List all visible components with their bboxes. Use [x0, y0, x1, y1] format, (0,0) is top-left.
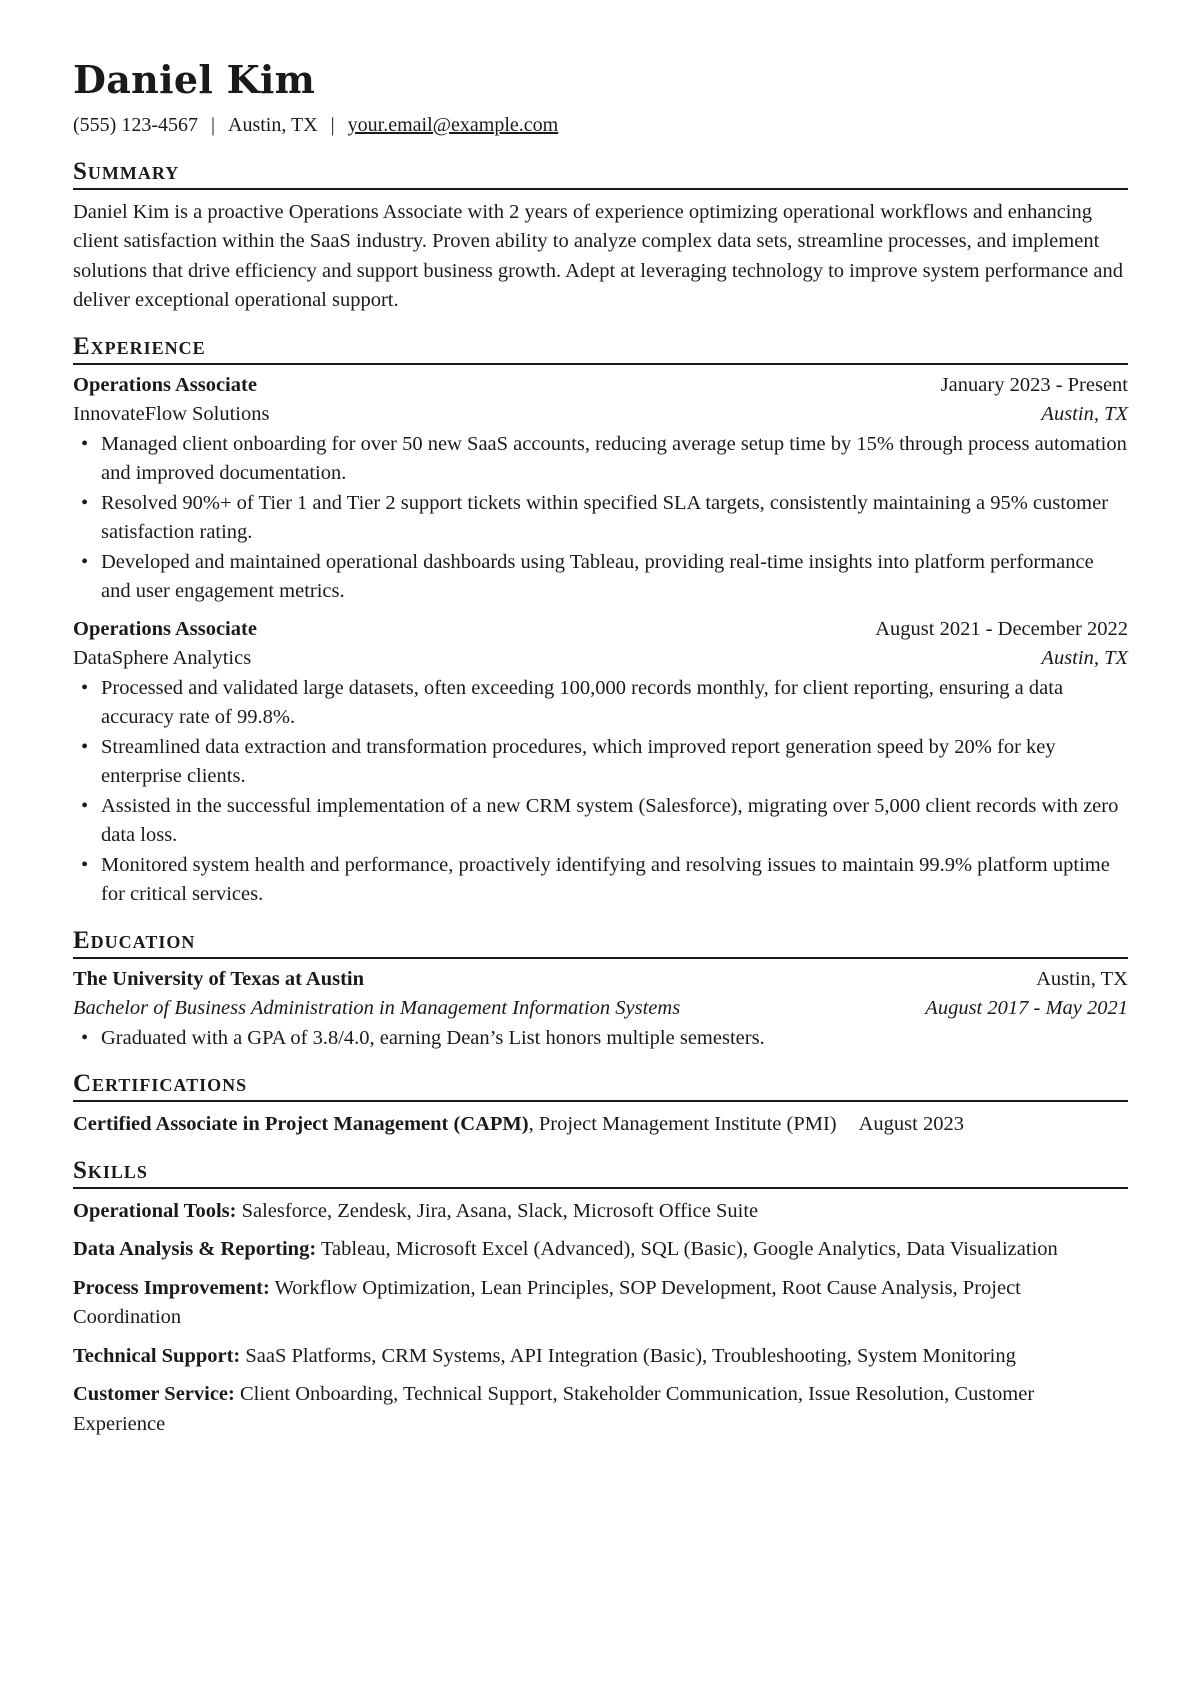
job-company: DataSphere Analytics — [73, 647, 252, 670]
skill-items: Tableau, Microsoft Excel (Advanced), SQL (Basic), Google Analytics, Data Visualization — [320, 1238, 1058, 1261]
section-title-skills: Skills — [73, 1156, 1128, 1189]
job-company: InnovateFlow Solutions — [73, 403, 270, 426]
job-location: Austin, TX — [1041, 647, 1128, 670]
bullet-item: • Graduated with a GPA of 3.8/4.0, earning Dean’s List honors multiple semesters. — [73, 1024, 1128, 1054]
candidate-name: Daniel Kim — [73, 57, 316, 102]
section-title-summary: Summary — [73, 157, 1128, 190]
education-header — [73, 965, 1128, 995]
contact-separator: | — [330, 113, 335, 136]
bullet-item: • Developed and maintained operational dashboards using Tableau, providing real-time insights into platform performance and user engagement metrics. — [73, 548, 1128, 607]
skill-group — [73, 1342, 1128, 1372]
education-entry — [73, 965, 1128, 1054]
skills-list — [73, 1197, 1128, 1440]
skill-group — [73, 1235, 1128, 1265]
job-bullets — [73, 430, 1128, 607]
job-subheader — [73, 644, 1128, 674]
certification-issuer: , Project Management Institute (PMI) — [528, 1113, 837, 1136]
bullet-item: • Monitored system health and performance, proactively identifying and resolving issues to maintain 99.9% platform uptime for critical services. — [73, 851, 1128, 910]
skill-items: SaaS Platforms, CRM Systems, API Integration (Basic), Troubleshooting, System Monitoring — [245, 1344, 1016, 1367]
skill-label: Customer Service: — [73, 1383, 235, 1406]
location: Austin, TX — [228, 113, 318, 136]
degree: Bachelor of Business Administration in Management Information Systems — [73, 997, 681, 1020]
job-dates: January 2023 - Present — [940, 373, 1128, 396]
job-header — [73, 615, 1128, 645]
education-dates: August 2017 - May 2021 — [925, 997, 1128, 1020]
phone-number: (555) 123-4567 — [73, 113, 198, 136]
job-bullets — [73, 674, 1128, 910]
job-header — [73, 371, 1128, 401]
bullet-item: • Assisted in the successful implementation of a new CRM system (Salesforce), migrating over 5,000 client records with zero data loss. — [73, 792, 1128, 851]
skill-group — [73, 1197, 1128, 1227]
skill-group — [73, 1380, 1128, 1439]
bullet-item: • Streamlined data extraction and transformation procedures, which improved report generation speed by 20% for key enterprise clients. — [73, 733, 1128, 792]
skill-group — [73, 1274, 1128, 1333]
school-location: Austin, TX — [1036, 967, 1128, 990]
skill-items: Workflow Optimization, Lean Principles, SOP Development, Root Cause Analysis, Project Coordination — [73, 1276, 1021, 1329]
contact-separator: | — [210, 113, 215, 136]
resume-content — [73, 58, 1128, 1439]
skill-items: Client Onboarding, Technical Support, Stakeholder Communication, Issue Resolution, Customer Experience — [73, 1383, 1035, 1435]
bullet-item: • Resolved 90%+ of Tier 1 and Tier 2 support tickets within specified SLA targets, consistently maintaining a 95% customer satisfaction rating. — [73, 489, 1128, 548]
bullet-item: • Managed client onboarding for over 50 new SaaS accounts, reducing average setup time by 15% through process automation and improved documentation. — [73, 430, 1128, 489]
summary-text: Daniel Kim is a proactive Operations Associate with 2 years of experience optimizing operational workflows and enhancing client satisfaction within the SaaS industry. Proven ability to analyze complex data sets, streamline processes, and implement solutions that drive efficiency and support business growth. Adept at leveraging technology to improve system performance and deliver exceptional operational support. — [73, 200, 1123, 312]
certification-item — [73, 1110, 1128, 1140]
skill-items: Salesforce, Zendesk, Jira, Asana, Slack, Microsoft Office Suite — [241, 1199, 759, 1222]
skill-label: Data Analysis & Reporting: — [73, 1238, 317, 1261]
job-role: Operations Associate — [73, 617, 257, 640]
skill-label: Technical Support: — [73, 1344, 241, 1367]
section-title-certifications: Certifications — [73, 1069, 1128, 1102]
skill-label: Operational Tools: — [73, 1199, 237, 1222]
section-title-education: Education — [73, 926, 1128, 959]
experience-entry — [73, 371, 1128, 607]
section-title-experience: Experience — [73, 332, 1128, 365]
contact-line — [73, 112, 1128, 138]
email-link[interactable]: your.email@example.com — [347, 113, 559, 136]
certification-date: August 2023 — [858, 1113, 964, 1136]
experience-entry — [73, 615, 1128, 910]
bullet-item: • Processed and validated large datasets, often exceeding 100,000 records monthly, for client reporting, ensuring a data accuracy rate of 99.8%. — [73, 674, 1128, 733]
job-location: Austin, TX — [1041, 403, 1128, 426]
job-subheader — [73, 400, 1128, 430]
education-subheader — [73, 994, 1128, 1024]
job-dates: August 2021 - December 2022 — [875, 617, 1128, 640]
certification-name: Certified Associate in Project Management (CAPM) — [73, 1113, 529, 1136]
job-role: Operations Associate — [73, 373, 257, 396]
skill-label: Process Improvement: — [73, 1276, 270, 1299]
school-name: The University of Texas at Austin — [73, 967, 365, 990]
education-bullets — [73, 1024, 1128, 1054]
